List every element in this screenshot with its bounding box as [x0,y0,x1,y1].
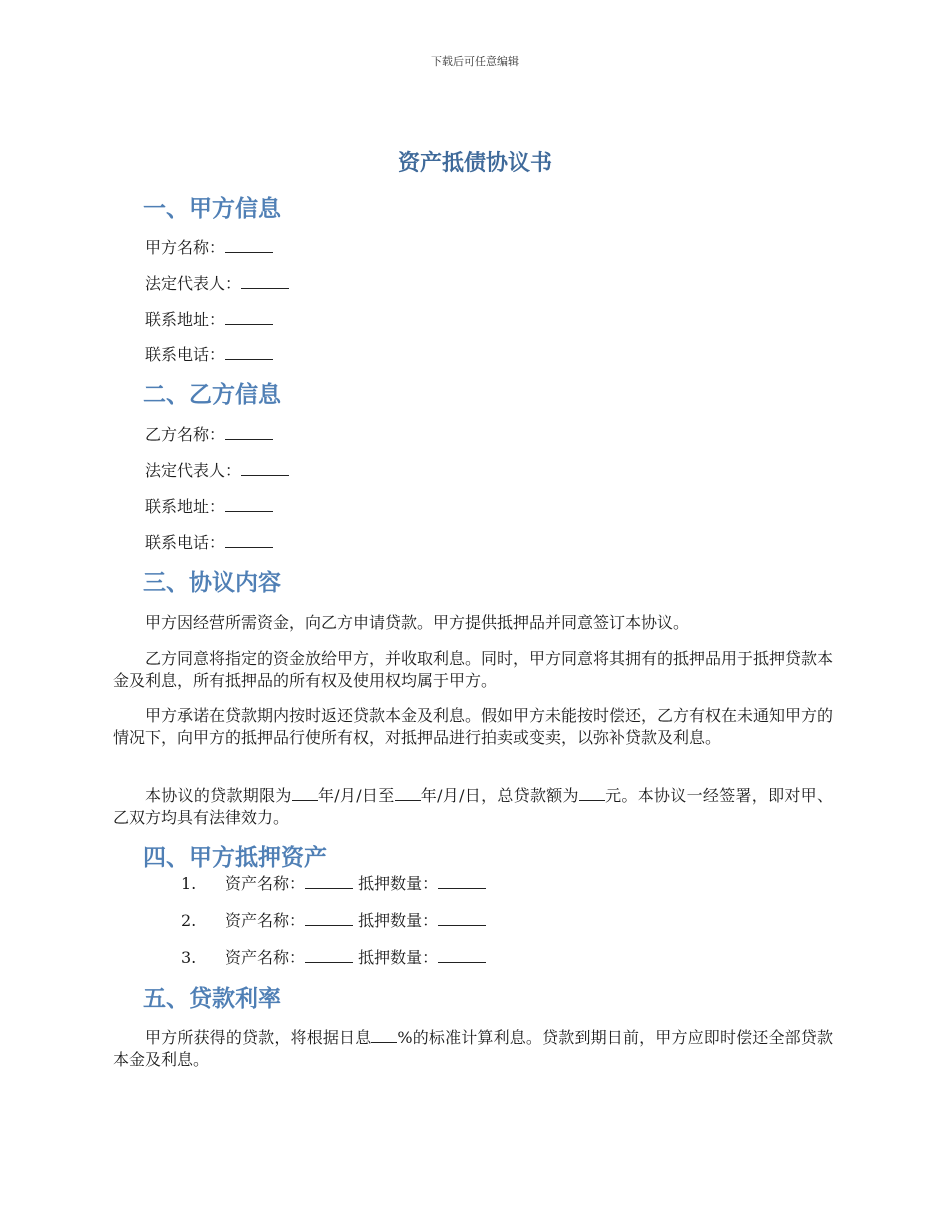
blank-line [305,910,353,926]
blank-line [225,309,273,325]
asset-name-label: 资产名称： [225,874,306,893]
blank-line [579,785,605,801]
text-segment: 本协议的贷款期限为 [145,786,292,805]
blank-line [241,273,289,289]
field-label: 联系电话： [145,533,226,552]
asset-name-label: 资产名称： [225,948,306,967]
blank-line [225,532,273,548]
blank-line [225,237,273,253]
field-label: 法定代表人： [145,461,242,480]
document-title: 资产抵债协议书 [397,151,552,176]
blank-line [225,424,273,440]
agreement-paragraph-4 [113,785,833,829]
field-party-b-phone [145,532,273,554]
field-label: 乙方名称： [145,425,226,444]
blank-line [438,873,486,889]
heading-assets: 四、甲方抵押资产 [143,845,327,871]
heading-party-b: 二、乙方信息 [143,382,281,408]
text-segment: 年/月/日，总贷款额为 [420,786,579,805]
field-party-a-address [145,309,273,331]
list-number: 3. [181,948,197,967]
field-label: 法定代表人： [145,274,242,293]
list-number: 1. [181,874,197,893]
agreement-paragraph-1: 甲方因经营所需资金，向乙方申请贷款。甲方提供抵押品并同意签订本协议。 [145,613,690,632]
blank-line [241,460,289,476]
text-segment: 年/月/日至 [317,786,395,805]
field-party-a-phone [145,344,273,366]
blank-line [225,344,273,360]
asset-list-item [181,873,486,895]
asset-qty-label: 抵押数量： [358,874,439,893]
blank-line [305,947,353,963]
agreement-paragraph-3: 甲方承诺在贷款期内按时返还贷款本金及利息。假如甲方未能按时偿还，乙方有权在未通知甲方的情况下，向甲方的抵押品行使所有权，对抵押品进行拍卖或变卖，以弥补贷款及利息。 [113,706,834,747]
blank-line [305,873,353,889]
asset-list-item [181,947,486,969]
heading-party-a: 一、甲方信息 [143,196,281,222]
header-note: 下载后可任意编辑 [431,55,519,68]
field-party-b-rep [145,460,289,482]
field-label: 联系地址： [145,497,226,516]
heading-interest: 五、贷款利率 [143,986,281,1012]
heading-agreement: 三、协议内容 [143,570,281,596]
blank-line [395,785,421,801]
text-segment: 甲方所获得的贷款，将根据日息 [145,1028,372,1047]
field-label: 联系电话： [145,345,226,364]
blank-line [438,947,486,963]
agreement-paragraph-2: 乙方同意将指定的资金放给甲方，并收取利息。同时，甲方同意将其拥有的抵押品用于抵押贷款本金及利息，所有抵押品的所有权及使用权均属于甲方。 [113,649,834,690]
field-party-b-name [145,424,273,446]
field-party-b-address [145,496,273,518]
list-number: 2. [181,911,197,930]
asset-qty-label: 抵押数量： [358,911,439,930]
text-segment: 元。本协议一经签署，即对甲、乙双方均具有法律效力。 [113,786,833,827]
field-label: 甲方名称： [145,238,226,257]
field-label: 联系地址： [145,310,226,329]
asset-qty-label: 抵押数量： [358,948,439,967]
blank-line [292,785,318,801]
text-segment: %的标准计算利息。贷款到期日前，甲方应即时偿还全部贷款本金及利息。 [113,1028,833,1069]
field-party-a-name [145,237,273,259]
blank-line [371,1027,397,1043]
asset-list-item [181,910,486,932]
blank-line [438,910,486,926]
interest-paragraph [113,1027,833,1071]
field-party-a-rep [145,273,289,295]
blank-line [225,496,273,512]
asset-name-label: 资产名称： [225,911,306,930]
